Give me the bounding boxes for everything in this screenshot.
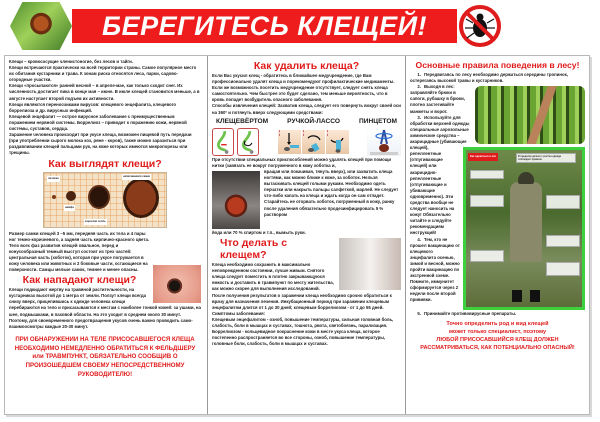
gear-photo-title: Как одеваться в лес — [468, 153, 498, 161]
protective-clothing-photo — [463, 147, 585, 310]
symptoms-heading: Симптомы заболевания: — [212, 310, 266, 316]
rule-item: 2. Выходя в лес: заправляйте брюки в сапоги, рубашку в брюки, плотно застегивайте манжеты и ворот. — [410, 84, 465, 114]
person-hat — [518, 172, 534, 184]
rule-item: 1. Передвигаясь по лесу необходимо держаться середины тропинок, остерегаясь высокой травы и кустарников. — [410, 72, 568, 84]
tick-bite-photo — [153, 265, 201, 303]
tool-labels — [212, 119, 401, 125]
poster-header — [0, 0, 600, 52]
intro-paragraph: Клещи «просыпаются» ранней весной – в апреле-мае, как только сходит снег. Их численность достигает пика в конце мая – июне. В июле клещей становится меньше, а в августе наступает второй подъем их активности. — [9, 83, 200, 101]
rule-item: 4. Тем, кто не прошел вакцинацию от клещевого энцефалита осенью, зимой и весной, можно пройти вакцинацию по экстренной схеме. Помните, иммунитет сформируется через 2 недели после второй прививки. — [410, 236, 460, 303]
after-heading: Что делать с клещем? — [220, 237, 288, 262]
lasso-step-icon: 3 — [326, 130, 349, 154]
look-text: Размер самки клещей 3 –5 мм, передняя часть их тела и 4 пары ног темно-коричневого, а задняя часть кирпично-красного цвета. Тело всех фаз развития клещей овальное, перед и конусообразный темный выступ состоит из трех частей: центральная часть (хоботок), которая при укусе погружается в кожу человека или животных и 2 боковые части, остающиеся на поверхности. Самцы мельче самок, темнее и менее опасны. — [9, 230, 150, 273]
after-text: Клеща необходимо сохранить в максимально неповрежденном состоянии, лучше живым. Снятого клеща следует поместить в плотно закрывающуюся емкость и доставить в травмпункт по месту жительства, как можно скорее для выполнения исследований. — [212, 262, 334, 292]
left-column — [5, 56, 205, 414]
tick-stages-photo — [43, 172, 167, 228]
thread-text-side: вращая или покачивая, тянуть вверх), или захватить клеща ногтями, как можно ближе к коже, за хоботок. Нельзя вытаскивать клещей голыми руками. Необходимо одеть перчатки или накрыть пальцы салфеткой, марлей. Не следует что-либо капать на клеща и ждать когда он сам отпадет. Старайтесь не оторвать хоботок, погруженный в кожу, ранку после удаления обязательно продезинфицировать 5 % раствором — [264, 168, 399, 217]
thread-text-bottom: йода или 70 % спиртом и т.п., вымыть руки. — [212, 229, 306, 235]
rule-item: 3. Используйте для обработки верхней одежды специальные аэрозольные химические средства – акарицидные (убивающие клещей), репеллентные (отпугивающие клещей) или акарицидно-репеллентные (отпугивающие и убивающие одновременно). Эти средства вообще не следует наносить на кожу! Обязательно читайте и следуйте рекомендациям инструкций! — [410, 114, 470, 236]
forest-path-photo — [475, 86, 585, 144]
tool-label-tick-twister: КЛЕЩЕВЁРТОМ — [216, 117, 269, 125]
middle-column — [207, 56, 405, 414]
tick-on-grass-photo — [10, 2, 72, 50]
gear-callout — [546, 195, 580, 209]
tick-in-vial-photo — [339, 238, 401, 290]
emergency-warning: ПРИ ОБНАРУЖЕНИИ НА ТЕЛЕ ПРИСОСАВШЕГОСЯ КЛЕЩА НЕОБХОДИМО НЕМЕДЛЕННО ОБРАТИТЬСЯ К ФЕЛЬДШЕРУ или ТРАВМПУНКТ, ОБЯЗАТЕЛЬНО СООБЩИВ О ПРОИЗОШЕДШЕМ СВОЕМУ НЕПОСРЕДСТВЕННОМУ РУКОВОДИТЕЛЮ! — [14, 335, 196, 378]
remove-text: Если Вас укусил клещ - обратитесь в ближайшее медучреждение, где Вам профессионально удалят клеща и порекомендуют профилактические медикаменты. Если же возможность посетить медучреждение отсутствует, следует снять клеща самостоятельно. Чем быстрее это будет сделано, тем меньше вероятность, что в кровь попадет возбудитель опасного заболевания. — [212, 73, 395, 103]
tool-label-lasso: РУЧКОЙ-ЛАССО — [287, 117, 341, 125]
look-heading: Как выглядят клещи? — [48, 157, 162, 170]
after-text-2: После получения результатов о заражении клеща необходимо срочно обратиться к врачу для назначения лечения. Инкубационный период при заражении клещевым энцефалитом длится от 1 до 30 дней; клещевым боррелиозом - от 1 до 55 дней. — [212, 292, 392, 310]
poster-title: БЕРЕГИТЕСЬ КЛЕЩЕЙ! — [101, 10, 428, 41]
methods-text: Способы извлечения клещей: Захватив клеща, следует его повернуть вокруг своей оси на 360° и потянуть вверх следующими средствами: — [212, 103, 401, 115]
intro-paragraph: Клещевой энцефалит — острое вирусное заболевание с преимущественным поражением нервной системы. Боррелиоз – приводит к поражению кожи, нервной системы, суставов, сердца. — [9, 113, 187, 132]
right-column — [405, 56, 589, 414]
person-boot — [530, 290, 540, 302]
gear-callout — [470, 250, 504, 262]
intro-paragraph: Заражение человека происходит при укусе клеща, возможен пищевой путь передачи (при употреблении сырого молока коз, реже - коров), также можно заразиться при раздавливании клещей пальцами рук, на коже которых имеются микропорезы или трещины. — [9, 132, 192, 156]
thread-text-top: При отсутствии специальных приспособлений можно удалять клещей при помощи нитки (завязать ее вокруг погруженного в кожу хоботка и, — [212, 156, 392, 168]
gear-callout — [470, 170, 504, 179]
stage-label: нимфа — [64, 205, 75, 211]
intro-paragraph: Клещи встречаются практически на всей территории страны. Самое популярное место их обитания кустарники и трава. К зонам риска относятся леса, парки, садово-огородные участки. — [9, 65, 197, 83]
person-figure — [510, 182, 542, 262]
remove-heading: Как удалить клеща? — [253, 60, 360, 72]
stage-label: взрослая особь — [84, 219, 107, 225]
symptoms-encephalitis: Клещевым энцефалитом - озноб, повышение температуры, сильная головная боль, слабость, боли в мышцах и суставах, тошнота, рвота, светобоязнь, парализация. — [212, 316, 394, 328]
lasso-step-icon: 1 — [278, 130, 301, 154]
thread-removal-photo — [212, 171, 260, 229]
gear-photo-note: В пределах дачного участка одежда соблюдает правила — [516, 153, 576, 163]
stage-label: личинка — [47, 176, 60, 182]
symptoms-borreliosis: Боррелиозом - кольцевидное покраснение кожи в месте укуса клеща, которое постепенно распространяется во все стороны, озноб, повышение температуры, головные боли, слабость, боли в мышцах и суставах. — [212, 329, 386, 347]
forest-rules-heading: Основные правила поведения в лесу! — [415, 60, 580, 70]
tick-twister-rotate-icon — [237, 128, 259, 156]
gear-callout — [546, 235, 580, 247]
poster-body — [4, 55, 590, 415]
intro-paragraph: Клещи являются переносчиками вирусов: клещевого энцефалита, клещевого боррелиоза и др. вирусных инфекций. — [9, 101, 177, 113]
title-banner — [72, 9, 457, 43]
gear-callout — [470, 195, 504, 207]
final-warning: Точно определить род и вид клещей может только специалист, поэтому ЛЮБОЙ ПРИСОСАВШИЙСЯ КЛЕЩ ДОЛЖЕН РАССМАТРИВАТЬСЯ, КАК ПОТЕНЦИАЛЬНО ОПАСНЫЙ! — [420, 321, 575, 352]
intro-paragraph: Клещи – кровососущие членистоногие, без лесов и тайги. — [9, 59, 133, 64]
attack-heading: Как нападают клещи? — [22, 274, 137, 287]
no-tick-prohibition-icon — [456, 3, 504, 49]
person-boot — [512, 290, 522, 302]
tool-label-tweezers: ПИНЦЕТОМ — [359, 117, 397, 125]
gear-callout — [546, 262, 580, 276]
tick-twister-icon — [212, 128, 234, 156]
tweezers-icon — [367, 128, 401, 156]
attack-text: Клещи подкидают жертву на травяной растительности, на кустарниках высотой до 1 метра от земли. Ползут клещи всегда снизу вверх, прицепившись к одежде человека клещи перебираются на тело и присасываются к местам с наиболее тонкой кожей: за ушами, на шее, подмышками, в паховой области. На это уходит в среднем около 30 минут. Поэтому, для своевременного предотвращения укусов очень важно проводить само- взаимоосмотры каждые 20-30 минут. — [9, 287, 201, 329]
lasso-steps — [278, 130, 349, 154]
tool-images — [212, 127, 401, 157]
rule-item: 5. Принимайте противовирусные препараты. — [417, 311, 517, 317]
lasso-step-icon: 2 — [302, 130, 325, 154]
stage-label: напитавшаяся самка — [122, 174, 151, 180]
